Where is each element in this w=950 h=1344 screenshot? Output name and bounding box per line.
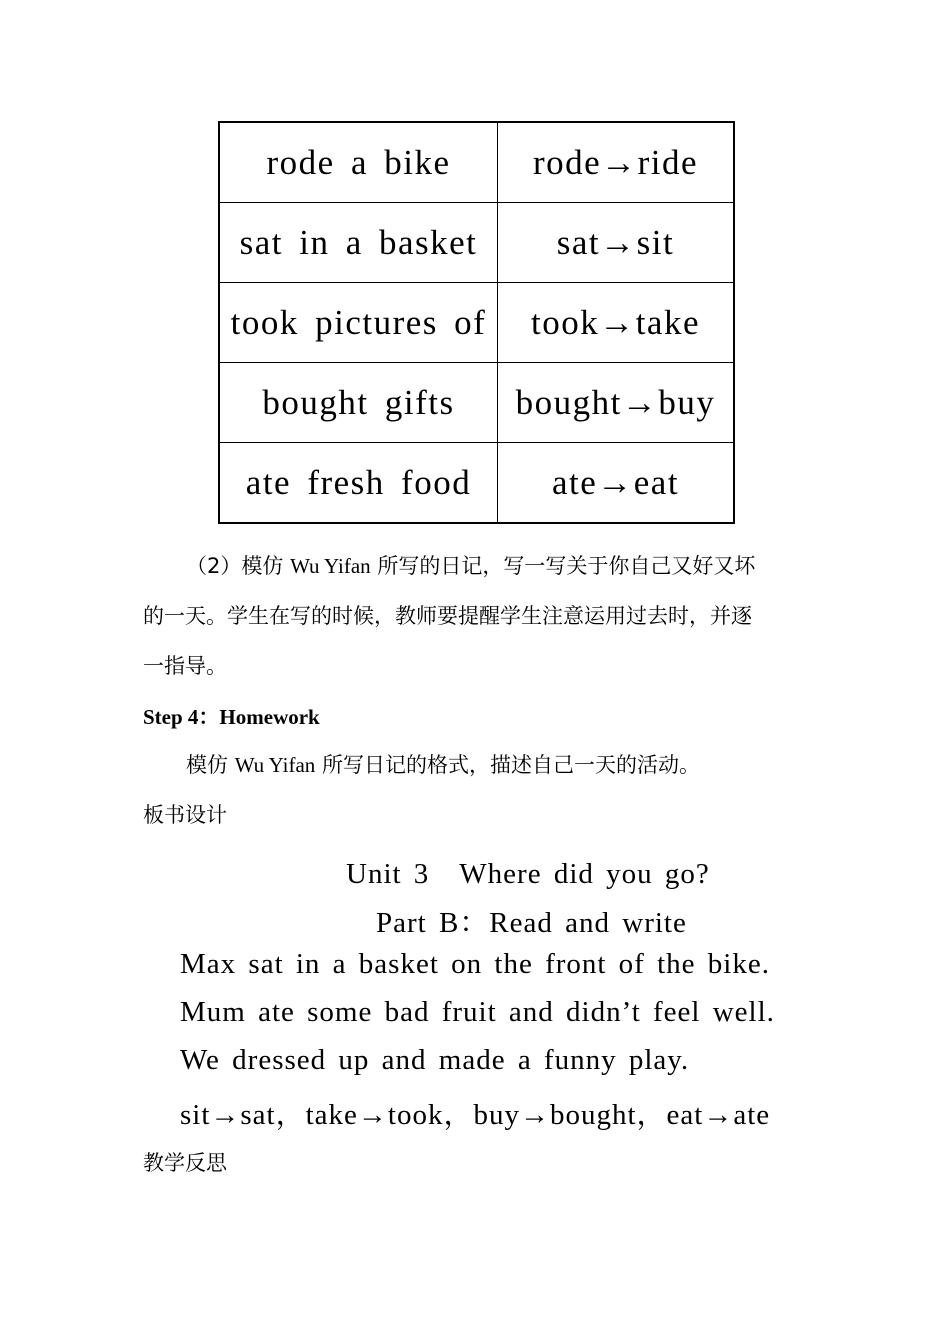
activity2-number: （2）	[186, 554, 242, 578]
step4-name: Wu Yifan	[234, 753, 316, 777]
phrase-cell: ate fresh food	[219, 443, 498, 524]
verb-table	[218, 121, 735, 524]
table-row	[219, 443, 734, 524]
phrase-cell: sat in a basket	[219, 203, 498, 283]
step4-rest: 所写日记的格式，描述自己一天的活动。	[321, 753, 700, 777]
verb-cell: sat→sit	[498, 203, 735, 283]
table-row	[219, 203, 734, 283]
step4-lead: 模仿	[186, 753, 228, 777]
board-verbs: sit→sat，take→took，buy→bought，eat→ate	[180, 1099, 771, 1131]
table-row	[219, 283, 734, 363]
activity2-lead: 模仿	[241, 554, 284, 578]
step4-text	[186, 749, 700, 779]
phrase-cell: took pictures of	[219, 283, 498, 363]
board-title: Unit 3 Where did you go?	[346, 858, 710, 890]
activity2-name: Wu Yifan	[290, 554, 371, 578]
reflection-heading: 教学反思	[143, 1151, 227, 1175]
verb-cell: ate→eat	[498, 443, 735, 524]
activity2-line1	[186, 550, 755, 580]
activity2-line2: 的一天。学生在写的时候，教师要提醒学生注意运用过去时，并逐	[143, 604, 752, 628]
step4-heading: Step 4：Homework	[143, 705, 320, 729]
activity2-line3: 一指导。	[143, 654, 227, 678]
verb-cell: rode→ride	[498, 122, 735, 203]
board-subtitle: Part B：Read and write	[376, 907, 687, 939]
phrase-cell: rode a bike	[219, 122, 498, 203]
board-sentence: We dressed up and made a funny play.	[180, 1044, 690, 1076]
table-row	[219, 122, 734, 203]
board-design-heading: 板书设计	[143, 803, 227, 827]
board-sentence: Max sat in a basket on the front of the bike.	[180, 948, 770, 980]
verb-cell: took→take	[498, 283, 735, 363]
phrase-cell: bought gifts	[219, 363, 498, 443]
table-row	[219, 363, 734, 443]
board-sentence: Mum ate some bad fruit and didn’t feel well.	[180, 996, 775, 1028]
verb-cell: bought→buy	[498, 363, 735, 443]
activity2-line1-rest: 所写的日记，写一写关于你自己又好又坏	[377, 554, 756, 578]
